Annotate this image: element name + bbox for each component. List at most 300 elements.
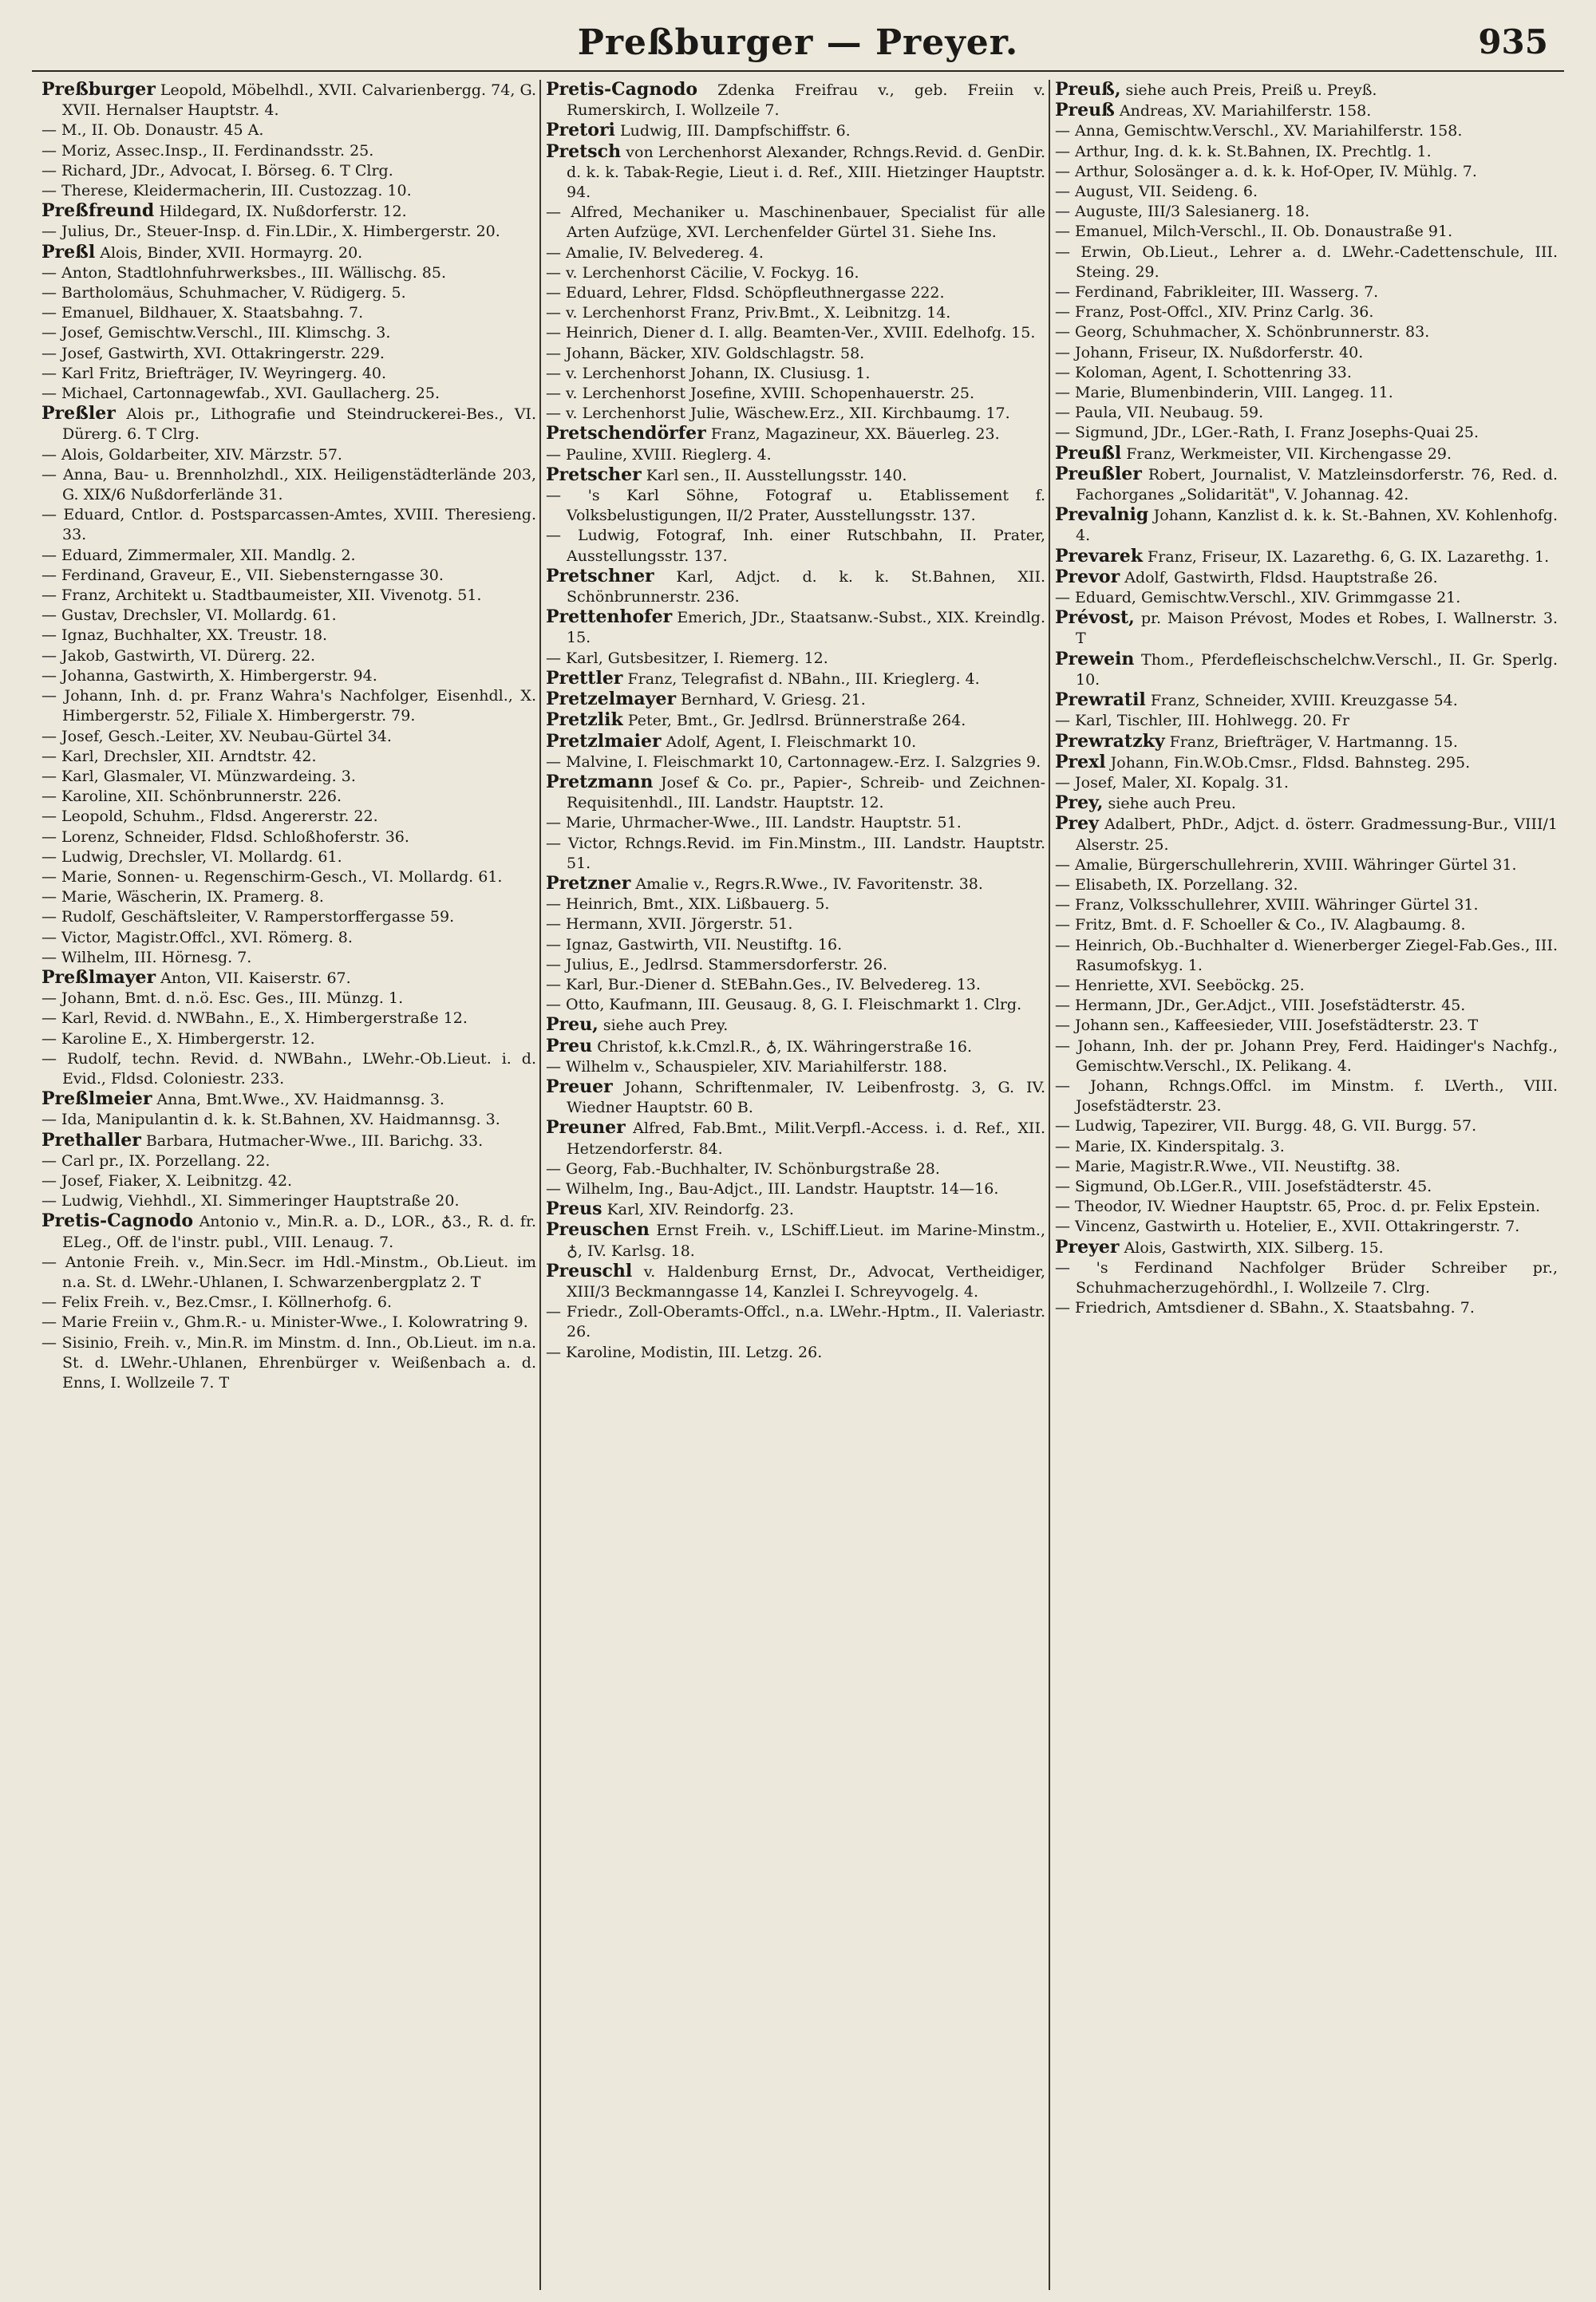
entry-surname: Pretis-Cagnodo: [41, 1210, 194, 1232]
entry-text: — Otto, Kaufmann, III. Geusaug. 8, G. I. Fleischmarkt 1. Clrg.: [546, 996, 1022, 1014]
entry-surname: Prettler: [546, 667, 623, 689]
directory-entry: [41, 606, 536, 626]
entry-surname: Pretscher: [546, 464, 642, 485]
entry-text: Karl, XIV. Reindorfg. 23.: [606, 1201, 794, 1219]
entry-text: — Friedrich, Amtsdiener d. SBahn., X. Staatsbahng. 7.: [1055, 1299, 1475, 1317]
entry-text: — Karl, Bur.-Diener d. StEBahn.Ges., IV. Belvedereg. 13.: [546, 975, 981, 993]
directory-entry: [41, 1171, 536, 1191]
entry-text: Franz, Werkmeister, VII. Kirchengasse 29.: [1126, 444, 1452, 463]
entry-text: Ludwig, III. Dampfschiffstr. 6.: [619, 122, 851, 140]
entry-text: — Paula, VII. Neubaug. 59.: [1055, 404, 1264, 422]
entry-text: — Karoline, Modistin, III. Letzg. 26.: [546, 1343, 823, 1361]
entry-text: — Karl, Tischler, III. Hohlwegg. 20. Fr: [1055, 712, 1349, 730]
entry-text: — Henriette, XVI. Seeböckg. 25.: [1055, 976, 1305, 994]
directory-entry: [41, 807, 536, 827]
entry-text: Christof, k.k.Cmzl.R., ♁, IX. Währingerstraße 16.: [597, 1037, 972, 1056]
entry-text: — Karoline, XII. Schönbrunnerstr. 226.: [41, 788, 342, 806]
entry-surname: Preßler: [41, 403, 116, 424]
entry-text: Franz, Friseur, IX. Lazarethg. 6, G. IX. Lazarethg. 1.: [1148, 547, 1550, 566]
entry-surname: Prewratil: [1055, 689, 1146, 711]
directory-entry: [41, 404, 536, 444]
entry-surname: Pretis-Cagnodo: [546, 80, 698, 100]
entry-surname: Preuß,: [1055, 80, 1121, 100]
entry-text: — Johann, Friseur, IX. Nußdorferstr. 40.: [1055, 343, 1364, 361]
directory-entry: [1055, 567, 1558, 588]
directory-entry: [41, 546, 536, 566]
directory-entry: [41, 989, 536, 1009]
directory-entry: [546, 323, 1045, 343]
directory-entry: [546, 303, 1045, 323]
entry-text: — Georg, Schuhmacher, X. Schönbrunnerstr. 83.: [1055, 323, 1430, 342]
entry-text: Ernst Freih. v., LSchiff.Lieut. im Marine-Minstm., ♁, IV. Karlsg. 18.: [567, 1222, 1045, 1260]
entry-text: — Josef, Gemischtw.Verschl., III. Klimschg. 3.: [41, 324, 391, 342]
entry-surname: Preuer: [546, 1076, 613, 1097]
directory-entry: [546, 995, 1045, 1015]
directory-entry: [1055, 302, 1558, 322]
entry-text: Thom., Pferdefleischschelchw.Verschl., II. Gr. Sperlg. 10.: [1076, 650, 1558, 689]
entry-text: — Karl, Gutsbesitzer, I. Riemerg. 12.: [546, 649, 828, 667]
entry-surname: Pretzelmayer: [546, 689, 677, 710]
directory-entry: [41, 1191, 536, 1211]
directory-entry: [41, 727, 536, 747]
entry-text: — Pauline, XVIII. Rieglerg. 4.: [546, 445, 772, 464]
directory-entry: [1055, 101, 1558, 121]
entry-text: — Heinrich, Bmt., XIX. Lißbauerg. 5.: [546, 895, 830, 914]
entry-surname: Prévost,: [1055, 607, 1135, 629]
entry-text: — Therese, Kleidermacherin, III. Custozzag. 10.: [41, 182, 412, 200]
directory-entry: [41, 1293, 536, 1313]
directory-entry: [1055, 282, 1558, 302]
directory-entry: [1055, 996, 1558, 1016]
entry-text: — Johann, Bäcker, XIV. Goldschlagstr. 58.: [546, 344, 865, 362]
directory-entry: [41, 141, 536, 161]
directory-entry: [1055, 322, 1558, 342]
directory-entry: [1055, 875, 1558, 895]
column-middle: [546, 80, 1045, 2290]
entry-text: — Ignaz, Gastwirth, VII. Neustiftg. 16.: [546, 935, 843, 954]
entry-surname: Preußler: [1055, 463, 1142, 484]
entry-text: — 's Karl Söhne, Fotograf u. Etablissement f. Volksbelustigungen, II/2 Prater, Ausstellungsstr. 137.: [546, 487, 1045, 525]
directory-entry: [1055, 1238, 1558, 1258]
entry-text: — Karl, Drechsler, XII. Arndtstr. 42.: [41, 747, 317, 765]
directory-entry: [41, 887, 536, 907]
directory-entry: [546, 975, 1045, 995]
entry-text: — Josef, Gesch.-Leiter, XV. Neubau-Gürtel 34.: [41, 727, 392, 745]
entry-text: — Ludwig, Tapezirer, VII. Burgg. 48, G. VII. Burgg. 57.: [1055, 1117, 1477, 1135]
directory-entry: [1055, 588, 1558, 608]
entry-text: — Julius, E., Jedlrsd. Stammersdorferstr. 26.: [546, 955, 888, 973]
entry-text: — Heinrich, Diener d. I. allg. Beamten-Ver., XVIII. Edelhofg. 15.: [546, 324, 1036, 342]
entry-text: — Koloman, Agent, I. Schottenring 33.: [1055, 363, 1352, 381]
directory-entry: [1055, 1197, 1558, 1217]
entry-text: — v. Lerchenhorst Cäcilie, V. Fockyg. 16.: [546, 263, 859, 282]
entry-surname: Pretsch: [546, 140, 622, 162]
directory-entry: [41, 263, 536, 283]
directory-entry: [41, 666, 536, 686]
directory-entry: [1055, 1116, 1558, 1136]
entry-text: — Anna, Gemischtw.Verschl., XV. Mariahilferstr. 158.: [1055, 122, 1463, 140]
directory-entry: [41, 1029, 536, 1049]
entry-text: Johann, Schriftenmaler, IV. Leibenfrostg. 3, G. IV. Wiedner Hauptstr. 60 B.: [567, 1078, 1045, 1117]
entry-text: — August, VII. Seideng. 6.: [1055, 183, 1258, 201]
directory-entry: [41, 445, 536, 465]
directory-entry: [546, 1220, 1045, 1261]
entry-text: — Rudolf, Geschäftsleiter, V. Ramperstorffergasse 59.: [41, 908, 455, 926]
entry-text: — Wilhelm v., Schauspieler, XIV. Mariahilferstr. 188.: [546, 1057, 947, 1076]
directory-entry: [41, 1333, 536, 1394]
directory-entry: [1055, 814, 1558, 855]
directory-entry: [546, 465, 1045, 486]
directory-entry: [41, 222, 536, 242]
entry-text: Franz, Telegrafist d. NBahn., III. Krieglerg. 4.: [627, 669, 980, 688]
entry-text: — Franz, Post-Offcl., XIV. Prinz Carlg. 36.: [1055, 303, 1374, 322]
entry-text: — Alois, Goldarbeiter, XIV. Märzstr. 57.: [41, 445, 342, 464]
entry-text: — Victor, Rchngs.Revid. im Fin.Minstm., III. Landstr. Hauptstr. 51.: [546, 834, 1045, 872]
directory-entry: [1055, 121, 1558, 141]
entry-text: — Leopold, Schuhm., Fldsd. Angererstr. 22.: [41, 807, 378, 826]
directory-entry: [1055, 976, 1558, 996]
directory-entry: [41, 747, 536, 767]
entry-text: v. Haldenburg Ernst, Dr., Advocat, Vertheidiger, XIII/3 Beckmanngasse 14, Kanzlei I. Schreyvogelg. 4.: [567, 1262, 1045, 1301]
entry-surname: Preßlmeier: [41, 1088, 152, 1110]
entry-surname: Preußl: [1055, 442, 1122, 464]
entry-text: — Richard, JDr., Advocat, I. Börseg. 6. T Clrg.: [41, 161, 393, 180]
directory-entry: [1055, 202, 1558, 222]
entry-text: Karl sen., II. Ausstellungsstr. 140.: [646, 466, 907, 484]
directory-entry: [546, 935, 1045, 955]
directory-entry: [546, 1302, 1045, 1342]
entry-text: — Josef, Fiaker, X. Leibnitzg. 42.: [41, 1171, 293, 1190]
directory-entry: [1055, 895, 1558, 915]
directory-entry: [546, 1262, 1045, 1302]
directory-entry: [41, 928, 536, 948]
entry-text: Alois pr., Lithografie und Steindruckerei-Bes., VI. Dürerg. 6. T Clrg.: [62, 405, 536, 444]
directory-entry: [41, 1313, 536, 1333]
column-divider: [539, 80, 541, 2290]
entry-surname: Pretori: [546, 120, 615, 141]
directory-entry: [1055, 423, 1558, 443]
entry-text: — Auguste, III/3 Salesianerg. 18.: [1055, 203, 1310, 221]
entry-surname: Prewein: [1055, 648, 1135, 669]
entry-text: — Bartholomäus, Schuhmacher, V. Rüdigerg. 5.: [41, 284, 406, 302]
entry-text: — Georg, Fab.-Buchhalter, IV. Schönburgstraße 28.: [546, 1159, 940, 1178]
directory-entry: [1055, 1137, 1558, 1157]
directory-entry: [1055, 182, 1558, 202]
entry-surname: Preßl: [41, 241, 96, 263]
directory-entry: [546, 424, 1045, 444]
directory-entry: [1055, 752, 1558, 773]
entry-text: — Karl, Glasmaler, VI. Münzwardeing. 3.: [41, 767, 356, 785]
directory-entry: [41, 1089, 536, 1110]
entry-text: — Anna, Bau- u. Brennholzhdl., XIX. Heiligenstädterlände 203, G. XIX/6 Nußdorferlände 31.: [41, 465, 536, 504]
entry-text: Anna, Bmt.Wwe., XV. Haidmannsg. 3.: [156, 1091, 444, 1109]
directory-entry: [1055, 162, 1558, 182]
entry-text: — Antonie Freih. v., Min.Secr. im Hdl.-Minstm., Ob.Lieut. im n.a. St. d. LWehr.-Uhlanen, I. Schwarzenbergplatz 2. T: [41, 1253, 536, 1291]
entry-text: — Marie, Uhrmacher-Wwe., III. Landstr. Hauptstr. 51.: [546, 814, 962, 832]
directory-entry: [546, 1159, 1045, 1179]
entry-text: — Marie, Magistr.R.Wwe., VII. Neustiftg. 38.: [1055, 1157, 1400, 1175]
directory-entry: [546, 732, 1045, 752]
entry-text: — Marie, Blumenbinderin, VIII. Langeg. 11.: [1055, 384, 1393, 402]
entry-surname: Prewratzky: [1055, 730, 1165, 752]
entry-text: — Wilhelm, III. Hörnesg. 7.: [41, 948, 252, 966]
entry-text: — v. Lerchenhorst Johann, IX. Clusiusg. 1.: [546, 364, 871, 382]
entry-text: — Felix Freih. v., Bez.Cmsr., I. Köllnerhofg. 6.: [41, 1293, 393, 1312]
directory-entry: [1055, 403, 1558, 423]
directory-entry: [546, 404, 1045, 424]
directory-entry: [41, 80, 536, 120]
entry-text: — Ida, Manipulantin d. k. k. St.Bahnen, XV. Haidmannsg. 3.: [41, 1111, 500, 1129]
entry-text: Alois, Binder, XVII. Hormayrg. 20.: [100, 243, 363, 262]
directory-entry: [546, 203, 1045, 243]
entry-text: — Theodor, IV. Wiedner Hauptstr. 65, Proc. d. pr. Felix Epstein.: [1055, 1198, 1541, 1216]
directory-entry: [41, 767, 536, 787]
directory-entry: [1055, 773, 1558, 793]
directory-entry: [41, 323, 536, 343]
entry-text: — Ludwig, Viehhdl., XI. Simmeringer Hauptstraße 20.: [41, 1192, 460, 1210]
directory-entry: [41, 1211, 536, 1252]
entry-text: — Wilhelm, Ing., Bau-Adjct., III. Landstr. Hauptstr. 14—16.: [546, 1179, 999, 1198]
directory-entry: [1055, 243, 1558, 282]
entry-text: von Lerchenhorst Alexander, Rchngs.Revid. d. GenDir. d. k. k. Tabak-Regie, Lieut i. d. Ref., XIII. Hietzinger Hauptstr. 94.: [567, 143, 1045, 202]
directory-entry: [546, 689, 1045, 710]
entry-text: — 's Ferdinand Nachfolger Brüder Schreiber pr., Schuhmacherzugehördhl., I. Wollzeile 7. Clrg.: [1055, 1258, 1558, 1297]
entry-text: — Marie, Sonnen- u. Regenschirm-Gesch., VI. Mollardg. 61.: [41, 867, 503, 886]
entry-surname: Prevarek: [1055, 545, 1143, 567]
directory-entry: [546, 1179, 1045, 1199]
entry-text: — Franz, Volksschullehrer, XVIII. Währinger Gürtel 31.: [1055, 896, 1479, 914]
directory-entry: [546, 1199, 1045, 1220]
entry-text: — Arthur, Ing. d. k. k. St.Bahnen, IX. Prechtlg. 1.: [1055, 142, 1432, 160]
entry-text: Zdenka Freifrau v., geb. Freiin v. Rumerskirch, I. Wollzeile 7.: [567, 81, 1045, 120]
entry-text: — Amalie, IV. Belvedereg. 4.: [546, 243, 764, 262]
entry-text: — Carl pr., IX. Porzellang. 22.: [41, 1151, 271, 1170]
directory-entry: [546, 1343, 1045, 1363]
entry-surname: Pretschner: [546, 565, 654, 586]
entry-text: — Eduard, Zimmermaler, XII. Mandlg. 2.: [41, 546, 356, 564]
entry-text: — Alfred, Mechaniker u. Maschinenbauer, Specialist für alle Arten Aufzüge, XVI. Lerchenfelder Gürtel 31. Siehe Ins.: [546, 203, 1045, 242]
entry-text: — Franz, Architekt u. Stadtbaumeister, XII. Vivenotg. 51.: [41, 586, 482, 605]
entry-text: — Josef, Maler, XI. Kopalg. 31.: [1055, 773, 1289, 792]
entry-surname: Pretzlik: [546, 709, 623, 731]
entry-surname: Preyer: [1055, 1236, 1120, 1258]
entry-text: — Ludwig, Fotograf, Inh. einer Rutschbahn, II. Prater, Ausstellungsstr. 137.: [546, 527, 1045, 565]
entry-text: — Johanna, Gastwirth, X. Himbergerstr. 94.: [41, 666, 377, 685]
entry-text: Franz, Magazineur, XX. Bäuerleg. 23.: [710, 425, 1000, 444]
directory-entry: [546, 486, 1045, 526]
directory-columns: [41, 80, 1558, 2290]
directory-entry: [1055, 80, 1558, 101]
entry-text: — Malvine, I. Fleischmarkt 10, Cartonnagew.-Erz. I. Salzgries 9.: [546, 752, 1041, 771]
directory-entry: [546, 813, 1045, 833]
entry-surname: Prevor: [1055, 566, 1120, 587]
directory-entry: [1055, 1298, 1558, 1318]
directory-entry: [546, 914, 1045, 934]
entry-text: Johann, Fin.W.Ob.Cmsr., Fldsd. Bahnsteg. 295.: [1110, 753, 1471, 772]
entry-text: — Eduard, Cntlor. d. Postsparcassen-Amtes, XVIII. Theresieng. 33.: [41, 506, 536, 544]
entry-text: — Hermann, XVII. Jörgerstr. 51.: [546, 915, 793, 934]
directory-entry: [41, 1151, 536, 1171]
directory-entry: [41, 120, 536, 140]
directory-entry: [1055, 363, 1558, 383]
directory-entry: [41, 283, 536, 303]
entry-text: — Ferdinand, Fabrikleiter, III. Wasserg. 7.: [1055, 283, 1379, 302]
entry-surname: Prey,: [1055, 792, 1104, 814]
entry-surname: Preuschl: [546, 1260, 633, 1281]
directory-entry: [546, 752, 1045, 772]
directory-entry: [41, 161, 536, 181]
entry-surname: Pretzmann: [546, 771, 654, 792]
entry-surname: Preuß: [1055, 100, 1115, 121]
entry-text: — Arthur, Solosänger a. d. k. k. Hof-Oper, IV. Mühlg. 7.: [1055, 162, 1477, 180]
entry-text: Adolf, Agent, I. Fleischmarkt 10.: [666, 732, 917, 751]
directory-entry: [41, 686, 536, 726]
entry-text: — Ludwig, Drechsler, VI. Mollardg. 61.: [41, 847, 342, 866]
directory-entry: [1055, 505, 1558, 546]
directory-entry: [1055, 1076, 1558, 1116]
directory-entry: [546, 263, 1045, 283]
entry-text: — Moriz, Assec.Insp., II. Ferdinandsstr. 25.: [41, 141, 374, 160]
directory-entry: [41, 505, 536, 545]
entry-text: Alfred, Fab.Bmt., Milit.Verpfl.-Access. i. d. Ref., XII. Hetzendorferstr. 84.: [567, 1119, 1045, 1158]
entry-surname: Prethaller: [41, 1129, 141, 1151]
directory-entry: [546, 607, 1045, 648]
directory-entry: [41, 364, 536, 384]
entry-surname: Prettenhofer: [546, 606, 673, 628]
directory-entry: [1055, 142, 1558, 162]
entry-text: — Julius, Dr., Steuer-Insp. d. Fin.LDir., X. Himbergerstr. 20.: [41, 223, 500, 241]
directory-entry: [546, 955, 1045, 975]
entry-text: Johann, Kanzlist d. k. k. St.-Bahnen, XV. Kohlenhofg. 4.: [1076, 507, 1558, 545]
directory-entry: [546, 834, 1045, 874]
directory-entry: [1055, 1177, 1558, 1197]
entry-text: — Josef, Gastwirth, XVI. Ottakringerstr. 229.: [41, 344, 385, 362]
entry-text: Anton, VII. Kaiserstr. 67.: [160, 969, 351, 987]
entry-text: Antonio v., Min.R. a. D., LOR., ♁3., R. d. fr. ELeg., Off. de l'instr. publ., VIII. Lenaug. 7.: [62, 1213, 536, 1251]
directory-entry: [1055, 383, 1558, 403]
entry-text: — Emanuel, Bildhauer, X. Staatsbahng. 7.: [41, 304, 364, 322]
directory-entry: [546, 243, 1045, 263]
entry-text: — Sigmund, JDr., LGer.-Rath, I. Franz Josephs-Quai 25.: [1055, 424, 1479, 442]
entry-text: Adolf, Gastwirth, Fldsd. Hauptstraße 26.: [1124, 568, 1438, 586]
directory-entry: [41, 787, 536, 807]
directory-entry: [1055, 732, 1558, 752]
directory-entry: [41, 1049, 536, 1089]
directory-entry: [546, 669, 1045, 689]
directory-entry: [546, 1036, 1045, 1057]
directory-entry: [546, 445, 1045, 465]
directory-entry: [41, 303, 536, 323]
entry-text: — Marie, IX. Kinderspitalg. 3.: [1055, 1137, 1285, 1155]
entry-text: — Johann, Inh. der pr. Johann Prey, Ferd. Haidinger's Nachfg., Gemischtw.Verschl., IX. Pelikang. 4.: [1055, 1036, 1558, 1075]
directory-entry: [41, 201, 536, 222]
entry-text: — Friedr., Zoll-Oberamts-Offcl., n.a. LWehr.-Hptm., II. Valeriastr. 26.: [546, 1303, 1045, 1341]
entry-text: — Johann sen., Kaffeesieder, VIII. Josefstädterstr. 23. T: [1055, 1017, 1479, 1035]
directory-entry: [1055, 1217, 1558, 1237]
entry-text: — Ferdinand, Graveur, E., VII. Siebensterngasse 30.: [41, 566, 444, 584]
entry-text: — Karoline E., X. Himbergerstr. 12.: [41, 1029, 315, 1048]
directory-entry: [546, 1077, 1045, 1118]
entry-text: — Fritz, Bmt. d. F. Schoeller & Co., IV. Alagbaumg. 8.: [1055, 916, 1466, 934]
entry-text: — Eduard, Gemischtw.Verschl., XIV. Grimmgasse 21.: [1055, 589, 1461, 607]
directory-entry: [1055, 711, 1558, 731]
directory-entry: [546, 120, 1045, 141]
entry-text: — Sisinio, Freih. v., Min.R. im Minstm. d. Inn., Ob.Lieut. im n.a. St. d. LWehr.-Uhlanen, Ehrenbürger v. Weißenbach a. d. Enns, I. Wollzeile 7. T: [41, 1333, 536, 1392]
entry-text: — Karl Fritz, Briefträger, IV. Weyringerg. 40.: [41, 364, 387, 382]
directory-entry: [546, 1015, 1045, 1036]
page-title: Preßburger — Preyer.: [577, 22, 1019, 63]
entry-text: Emerich, JDr., Staatsanw.-Subst., XIX. Kreindlg. 15.: [567, 609, 1045, 647]
entry-text: Adalbert, PhDr., Adjct. d. österr. Gradmessung-Bur., VIII/1 Alserstr. 25.: [1076, 815, 1558, 854]
entry-text: siehe auch Preu.: [1108, 795, 1236, 813]
entry-text: Leopold, Möbelhdl., XVII. Calvarienbergg. 74, G. XVII. Hernalser Hauptstr. 4.: [62, 81, 536, 120]
entry-surname: Preßlmayer: [41, 966, 156, 988]
directory-entry: [1055, 222, 1558, 242]
directory-entry: [41, 344, 536, 364]
entry-surname: Pretzner: [546, 872, 631, 894]
entry-text: Franz, Briefträger, V. Hartmanng. 15.: [1169, 732, 1458, 751]
page-number: 935: [1478, 22, 1548, 61]
directory-entry: [546, 344, 1045, 364]
directory-entry: [546, 710, 1045, 731]
entry-text: — Heinrich, Ob.-Buchhalter d. Wienerberger Ziegel-Fab.Ges., III. Rasumofskyg. 1.: [1055, 936, 1558, 974]
entry-surname: Preu: [546, 1035, 593, 1056]
entry-text: Alois, Gastwirth, XIX. Silberg. 15.: [1124, 1238, 1384, 1257]
entry-text: — Erwin, Ob.Lieut., Lehrer a. d. LWehr.-Cadettenschule, III. Steing. 29.: [1055, 243, 1558, 281]
entry-text: — Amalie, Bürgerschullehrerin, XVIII. Währinger Gürtel 31.: [1055, 855, 1517, 874]
entry-text: siehe auch Preis, Preiß u. Preyß.: [1125, 81, 1377, 99]
directory-entry: [41, 243, 536, 263]
entry-text: — Johann, Inh. d. pr. Franz Wahra's Nachfolger, Eisenhdl., X. Himbergerstr. 52, Filiale X. Himbergerstr. 79.: [41, 687, 536, 725]
directory-entry: [41, 1131, 536, 1151]
directory-entry: [41, 948, 536, 968]
directory-entry: [1055, 1157, 1558, 1177]
directory-entry: [546, 874, 1045, 894]
directory-entry: [546, 567, 1045, 607]
entry-text: Franz, Schneider, XVIII. Kreuzgasse 54.: [1150, 692, 1458, 710]
page-header: [32, 14, 1564, 72]
entry-text: — Gustav, Drechsler, VI. Mollardg. 61.: [41, 606, 337, 625]
directory-entry: [41, 827, 536, 847]
directory-entry: [546, 526, 1045, 566]
entry-text: — Anton, Stadtlohnfuhrwerksbes., III. Wällischg. 85.: [41, 263, 446, 282]
column-right: [1055, 80, 1558, 2290]
directory-entry: [1055, 650, 1558, 690]
entry-text: — v. Lerchenhorst Franz, Priv.Bmt., X. Leibnitzg. 14.: [546, 304, 951, 322]
entry-surname: Prevalnig: [1055, 504, 1149, 526]
entry-surname: Preu,: [546, 1014, 598, 1036]
entry-surname: Prexl: [1055, 751, 1106, 772]
directory-entry: [41, 907, 536, 927]
directory-entry: [41, 1110, 536, 1130]
directory-entry: [1055, 608, 1558, 649]
entry-text: Amalie v., Regrs.R.Wwe., IV. Favoritenstr. 38.: [635, 875, 983, 893]
entry-text: Karl, Adjct. d. k. k. St.Bahnen, XII. Schönbrunnerstr. 236.: [567, 567, 1045, 606]
directory-entry: [41, 566, 536, 586]
entry-text: — Johann, Rchngs.Offcl. im Minstm. f. LVerth., VIII. Josefstädterstr. 23.: [1055, 1076, 1558, 1115]
directory-entry: [1055, 936, 1558, 976]
column-left: [41, 80, 536, 2290]
directory-entry: [1055, 343, 1558, 363]
entry-text: — Hermann, JDr., Ger.Adjct., VIII. Josefstädterstr. 45.: [1055, 997, 1466, 1015]
directory-entry: [546, 364, 1045, 384]
entry-text: — v. Lerchenhorst Josefine, XVIII. Schopenhauerstr. 25.: [546, 385, 974, 403]
entry-text: — Rudolf, techn. Revid. d. NWBahn., LWehr.-Ob.Lieut. i. d. Evid., Fldsd. Coloniestr. 233.: [41, 1049, 536, 1088]
directory-entry: [1055, 444, 1558, 464]
directory-entry: [41, 847, 536, 867]
directory-entry: [1055, 793, 1558, 814]
directory-entry: [1055, 915, 1558, 935]
